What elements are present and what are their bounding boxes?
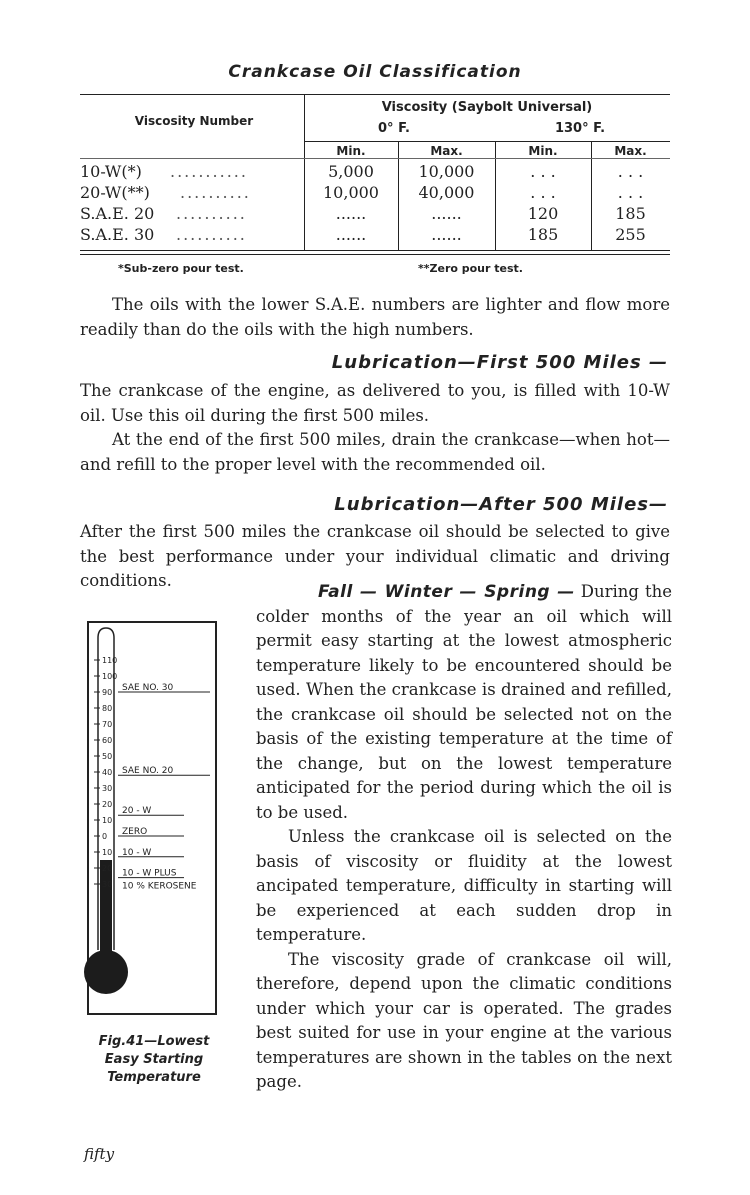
table-cell: . . . [617, 183, 644, 202]
table-cell: ...... [431, 204, 462, 223]
grade-label: SAE NO. 30 [122, 683, 174, 693]
scale-tick-label: 80 [102, 704, 113, 713]
season-heading: Fall — Winter — Spring — [318, 582, 575, 602]
scale-tick-label: 20 [102, 864, 113, 873]
first-500-section [80, 379, 670, 477]
thermometer-mercury [100, 860, 112, 960]
caption-line: Fig.41—Lowest [98, 1034, 210, 1049]
dot-leader: ........... [170, 162, 248, 181]
scale-tick-label: 10 [102, 816, 113, 825]
caption-line: Easy Starting [104, 1052, 204, 1067]
table-subheader-rule [80, 158, 670, 159]
table-cell: . . . [530, 183, 556, 202]
temp-high-header: 130° F. [554, 121, 606, 136]
first-500-paragraph-2: At the end of the first 500 miles, drain the crankcase—when hot—and refill to the proper level with the recommended oil. [80, 430, 670, 474]
table-cell: . . . [530, 162, 556, 181]
grade-label: 10 - W [122, 847, 152, 858]
scale-tick-label: 30 [102, 880, 113, 889]
dot-leader: .......... [176, 204, 247, 223]
grade-label: 10 - W PLUS [122, 868, 177, 879]
table-top-rule [80, 94, 670, 95]
max-header-0f: Max. [430, 144, 463, 158]
caption-line: Temperature [107, 1070, 201, 1085]
table-cell: 10,000 [323, 183, 379, 202]
table-cell: 185 [527, 225, 559, 244]
scale-tick-label: 30 [102, 784, 113, 793]
page-title: Crankcase Oil Classification [228, 62, 522, 82]
grade-label: 10 % KEROSENE [122, 881, 197, 892]
scale-tick-label: 70 [102, 720, 113, 729]
intro-text: The oils with the lower S.A.E. numbers are lighter and flow more readily than do the oils with the high numbers. [80, 295, 670, 339]
table-row-label: 10-W(*) [80, 162, 142, 181]
footnote-zero: **Zero pour test. [418, 262, 523, 275]
min-header-130f: Min. [528, 144, 558, 158]
dot-leader: .......... [180, 183, 251, 202]
min-header-0f: Min. [336, 144, 366, 158]
figure-caption [80, 1033, 228, 1087]
table-cell: . . . [617, 162, 644, 181]
table-cell: 40,000 [418, 183, 475, 202]
scale-tick-label: 90 [102, 688, 113, 697]
heading-after-500: Lubrication—After 500 Miles— [334, 494, 668, 515]
scale-tick-label: 60 [102, 736, 113, 745]
group-header: Viscosity (Saybolt Universal) [381, 100, 593, 115]
table-cell: ...... [431, 225, 462, 244]
thermometer-grades [118, 683, 210, 891]
seasonal-paragraph-3: The viscosity grade of crankcase oil will, therefore, depend upon the climatic conditions under which your car is operated. The grades best suited for use in your engine at the various temperatures are shown in the tables on the next page. [256, 949, 672, 1091]
after-500-text: After the first 500 miles the crankcase oil should be selected to give the best performance under your individual climatic and driving conditions. [80, 522, 670, 590]
max-header-130f: Max. [614, 144, 647, 158]
scale-tick-label: 110 [102, 656, 118, 665]
scale-tick-label: 40 [102, 768, 113, 777]
footnote-subzero: *Sub-zero pour test. [118, 262, 244, 275]
table-row-label: S.A.E. 30 [80, 225, 155, 244]
table-bottom-rule [80, 250, 670, 251]
scale-tick-label: 10 [102, 848, 113, 857]
grade-label: ZERO [122, 827, 148, 837]
dot-leader: .......... [176, 225, 247, 244]
seasonal-paragraph-1 [256, 580, 672, 825]
table-cell: 5,000 [328, 162, 374, 181]
season-paragraph-text: During the colder months of the year an oil which will permit easy starting at the lowest atmospheric temperature likely to be encountered should be used. When the crankcase is drained and refilled, the crankcase oil should be selected not on the basis of the existing temperature at the time of the change, but on the lowest temperature anticipated for the period during which the oil is to be used. [256, 582, 672, 822]
scale-tick-label: 20 [102, 800, 113, 809]
seasonal-section [256, 580, 672, 1095]
table-header-rule [304, 141, 670, 142]
table-cell: 120 [527, 204, 559, 223]
heading-first-500: Lubrication—First 500 Miles — [331, 352, 668, 373]
seasonal-paragraph-2: Unless the crankcase oil is selected on the basis of viscosity or fluidity at the lowest ancipated temperature, difficulty in starting will be experienced at each sudden drop in temperature. [256, 827, 672, 944]
scale-tick-label: 50 [102, 752, 113, 761]
table-cell: 185 [615, 204, 646, 223]
table-cell: 255 [615, 225, 646, 244]
scale-tick-label: 100 [102, 672, 118, 681]
thermometer-figure [84, 620, 224, 1020]
first-500-paragraph-1: The crankcase of the engine, as delivered to you, is filled with 10-W oil. Use this oil during the first 500 miles. [80, 381, 670, 425]
col-header-viscosity-number: Viscosity Number [134, 114, 254, 128]
page-number: fifty [84, 1145, 115, 1163]
table-row-label: S.A.E. 20 [80, 204, 155, 223]
table-cell: ...... [335, 225, 367, 244]
viscosity-table [80, 94, 670, 250]
table-bottom-rule [80, 254, 670, 255]
table-cell: ...... [335, 204, 367, 223]
table-cell: 10,000 [418, 162, 475, 181]
scale-tick-label: 0 [102, 832, 108, 841]
table-row-label: 20-W(**) [80, 183, 150, 202]
grade-label: 20 - W [122, 806, 152, 817]
temp-low-header: 0° F. [378, 121, 410, 136]
intro-paragraph [80, 293, 670, 342]
grade-label: SAE NO. 20 [122, 766, 174, 777]
